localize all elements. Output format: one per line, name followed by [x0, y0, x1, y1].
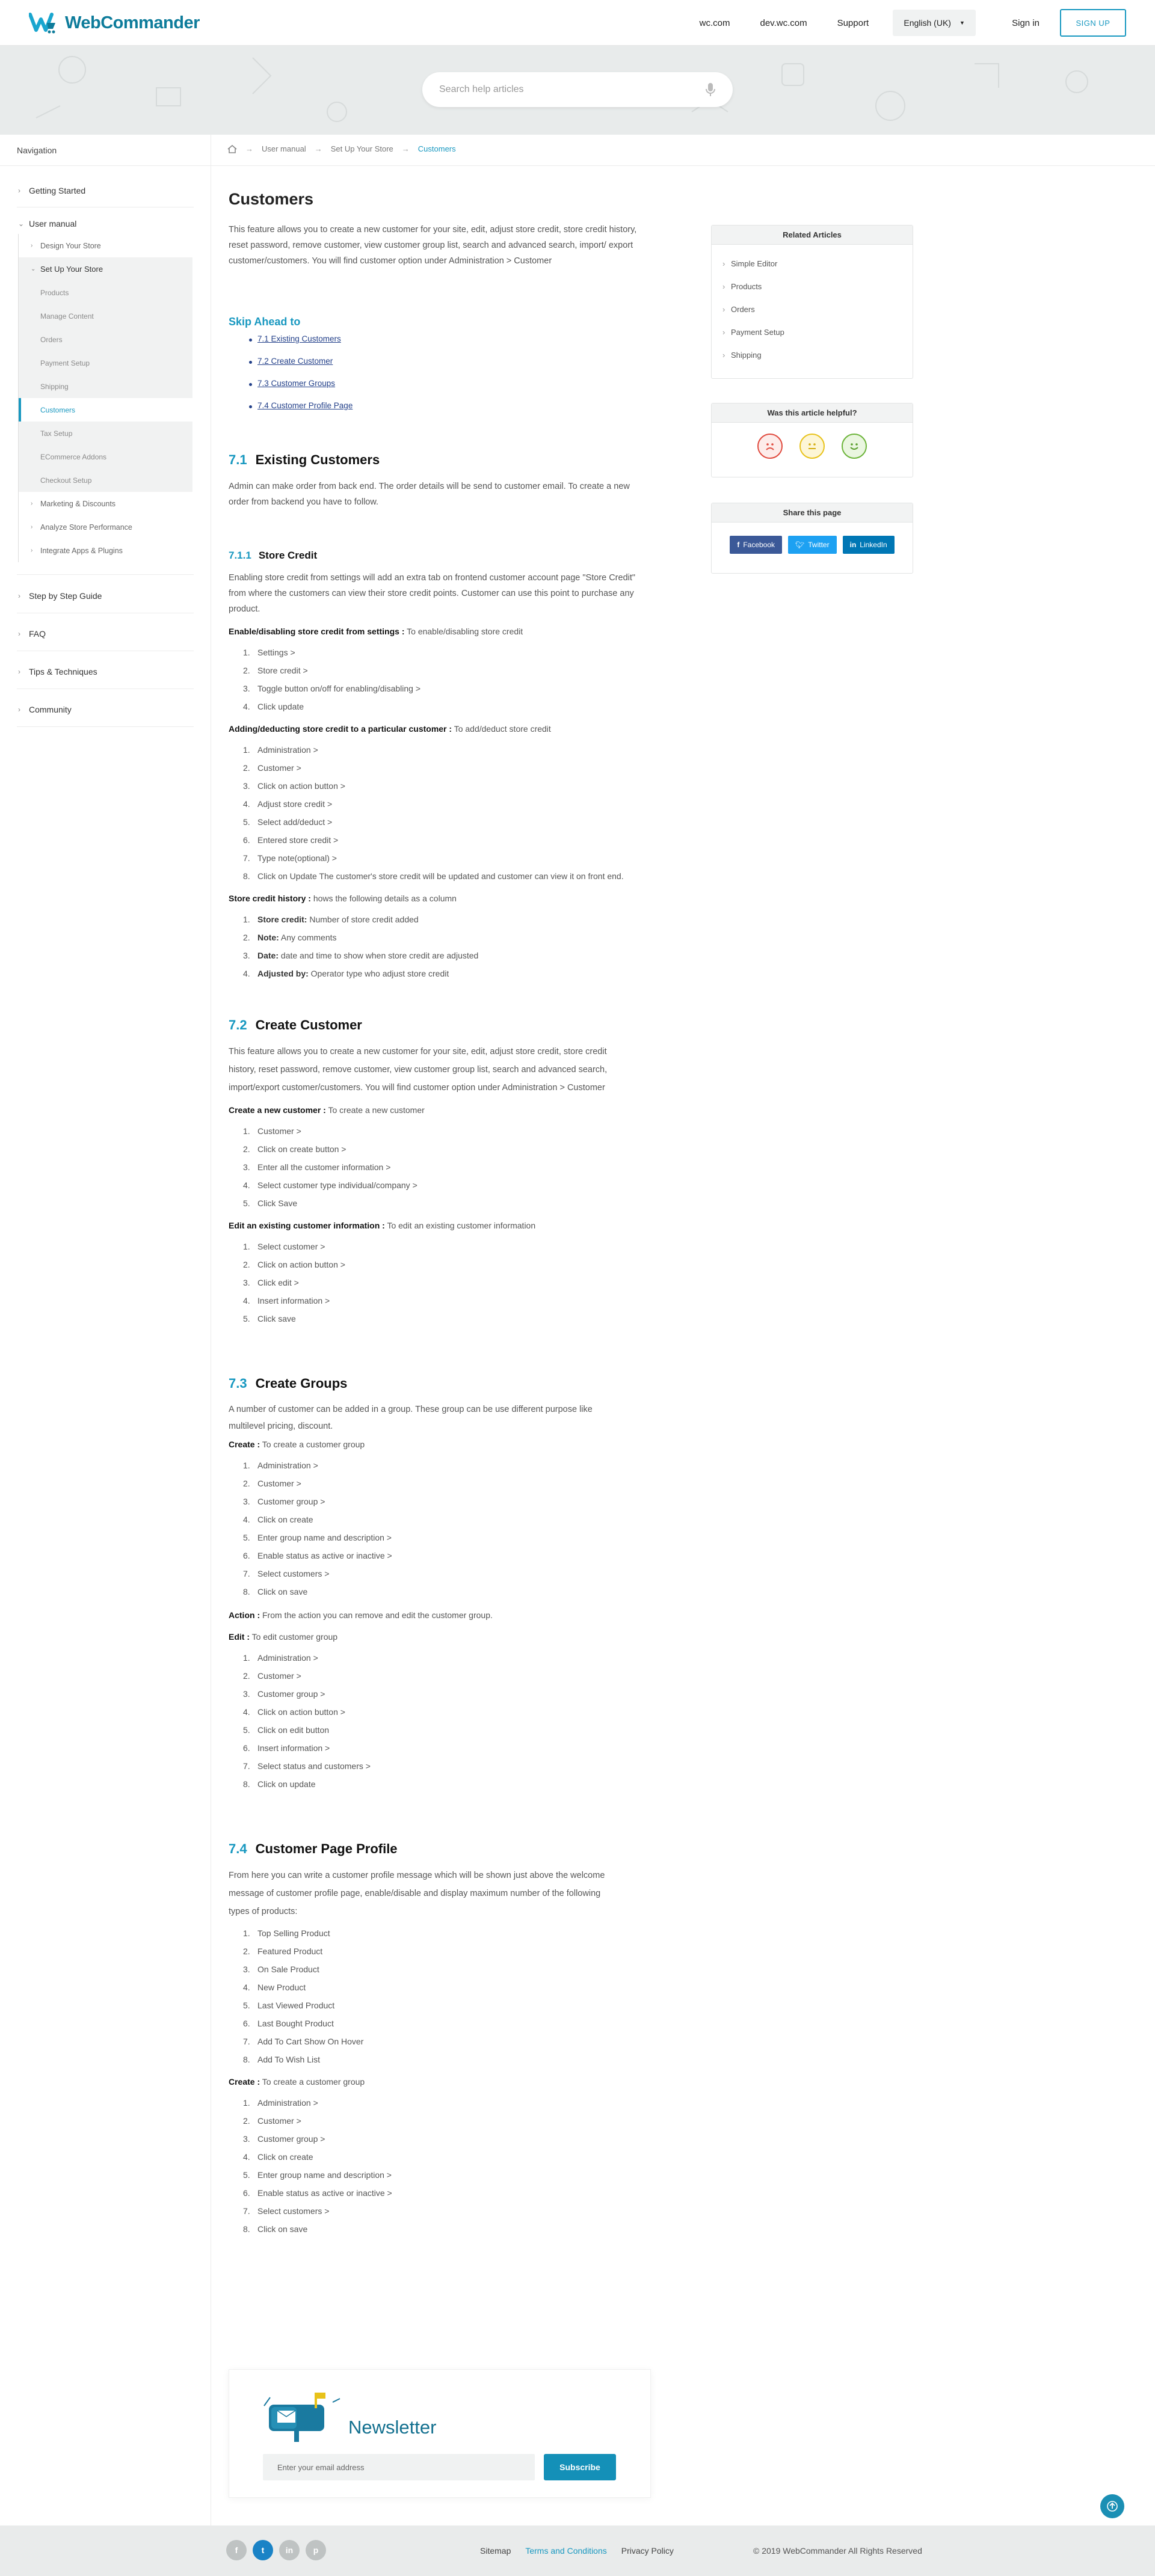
list-item: Adjust store credit >	[257, 799, 333, 809]
list-item	[243, 964, 650, 983]
copyright: © 2019 WebCommander All Rights Reserved	[753, 2546, 922, 2556]
create-profile-group-lead	[229, 2077, 650, 2087]
list-item: Administration >	[257, 1461, 318, 1470]
button-label: Facebook	[743, 541, 775, 549]
lead-desc: To add/deduct store credit	[454, 724, 551, 734]
list-item: Click on create	[257, 2152, 313, 2162]
footer-links	[480, 2546, 674, 2556]
chevron-right-icon: ›	[18, 186, 20, 195]
section-heading-7-1-1	[229, 550, 650, 562]
arrow-right-icon: →	[245, 144, 253, 153]
list-item: Top Selling Product	[257, 1928, 330, 1938]
chevron-right-icon: ›	[31, 524, 33, 530]
sidebar-item-manage-content[interactable]: Manage Content	[40, 311, 94, 320]
list-item: Insert information >	[257, 1296, 330, 1305]
section-title: Create Groups	[255, 1376, 348, 1391]
list-item: Click on update	[257, 1779, 316, 1789]
navigation-row	[0, 135, 1155, 166]
sidebar-item-label: Community	[29, 705, 72, 714]
list-item: Select add/deduct >	[257, 817, 333, 827]
list-item: Enter group name and description >	[257, 2170, 392, 2180]
sad-face-icon[interactable]	[757, 434, 783, 459]
item-key: Store credit:	[257, 915, 307, 924]
footer-link-privacy[interactable]: Privacy Policy	[621, 2546, 674, 2556]
edit-group-lead	[229, 1632, 650, 1642]
sidebar-item-label: User manual	[29, 219, 77, 228]
list-item: Featured Product	[257, 1946, 323, 1956]
logo-text: WebCommander	[65, 13, 200, 32]
section-number: 7.2	[229, 1017, 247, 1032]
sidebar-item-label: Tips & Techniques	[29, 667, 97, 676]
share-linkedin-button[interactable]	[843, 536, 895, 554]
button-label: LinkedIn	[860, 541, 887, 549]
chevron-right-icon: ›	[31, 242, 33, 249]
create-profile-group-steps	[243, 2094, 650, 2238]
footer-link-terms[interactable]: Terms and Conditions	[525, 2546, 607, 2556]
chevron-right-icon: ›	[31, 500, 33, 507]
sidebar-item-label: Step by Step Guide	[29, 591, 102, 601]
list-item	[243, 910, 650, 928]
list-item: Click on create button >	[257, 1144, 346, 1154]
related-articles-list	[712, 245, 913, 366]
list-item: On Sale Product	[257, 1964, 319, 1974]
list-item: Click on save	[257, 2224, 308, 2234]
item-value: Number of store credit added	[309, 915, 419, 924]
microphone-icon[interactable]	[705, 82, 716, 97]
list-item: Click update	[257, 702, 304, 711]
sidebar-item-orders[interactable]: Orders	[40, 335, 63, 344]
section-text: This feature allows you to create a new customer for your site, edit, adjust store credit, store credit history, reset password, remove customer, view customer group list, search and advanced search, import/export customer/customers. You will find customer option under Administration > Customer	[229, 1047, 608, 1093]
navigation-label: Navigation	[17, 146, 57, 155]
item-value: date and time to show when store credit are adjusted	[280, 951, 479, 960]
share-box	[711, 503, 913, 574]
enable-store-credit-steps	[243, 643, 650, 716]
sidebar-item-products[interactable]: Products	[40, 288, 69, 297]
nav-link-dev-wc[interactable]: dev.wc.com	[760, 17, 807, 28]
lead-label: Create a new customer :	[229, 1105, 326, 1115]
section-heading-7-3	[229, 1376, 650, 1391]
section-title: Customer Page Profile	[255, 1841, 398, 1856]
chevron-down-icon: ⌄	[18, 219, 25, 228]
sidebar-item-step-guide[interactable]	[0, 586, 211, 606]
arrow-up-icon	[1106, 2500, 1118, 2512]
action-lead	[229, 1610, 650, 1620]
create-customer-lead	[229, 1105, 650, 1115]
footer-social	[226, 2540, 326, 2560]
sidebar-item-community[interactable]	[0, 699, 211, 720]
facebook-icon: f	[737, 541, 740, 549]
sidebar-item-faq[interactable]	[0, 624, 211, 644]
skip-ahead	[229, 316, 650, 410]
user-manual-subnav	[18, 234, 192, 562]
newsletter-email-input[interactable]: Enter your email address	[263, 2454, 535, 2480]
sidebar-item-label: Getting Started	[29, 186, 86, 195]
lead-desc: From the action you can remove and edit the customer group.	[262, 1610, 493, 1620]
lead-desc: To edit customer group	[251, 1632, 338, 1642]
create-customer-steps	[243, 1122, 650, 1212]
edit-group-steps	[243, 1649, 650, 1793]
adjust-store-credit-steps	[243, 741, 650, 885]
list-item: Store credit >	[257, 666, 308, 675]
create-group-lead	[229, 1440, 650, 1449]
sidebar-item-label: Set Up Your Store	[40, 265, 103, 274]
list-item: Click on edit button	[257, 1725, 330, 1735]
feedback-title: Was this article helpful?	[712, 403, 913, 423]
section-heading-7-1	[229, 452, 650, 468]
share-facebook-button[interactable]	[730, 536, 782, 554]
lead-label: Action :	[229, 1610, 260, 1620]
home-icon[interactable]	[227, 145, 237, 153]
lead-desc: To create a new customer	[328, 1105, 425, 1115]
newsletter-title: Newsletter	[348, 2417, 437, 2438]
share-buttons	[712, 523, 913, 554]
edit-customer-steps	[243, 1237, 650, 1328]
related-link-orders[interactable]: › Orders	[712, 298, 913, 320]
lead-desc: To create a customer group	[262, 1440, 365, 1449]
sidebar-item-analyze[interactable]	[19, 515, 192, 539]
list-item: Administration >	[257, 2098, 318, 2108]
sidebar-item-user-manual[interactable]	[0, 213, 211, 234]
sidebar-item-ecommerce-addons[interactable]: ECommerce Addons	[40, 452, 107, 461]
sidebar-item-getting-started[interactable]	[0, 180, 211, 201]
webcommander-logo-icon	[29, 11, 60, 35]
top-nav	[670, 0, 1126, 46]
lead-label: Edit :	[229, 1632, 250, 1642]
sidebar-item-payment-setup[interactable]: Payment Setup	[40, 358, 90, 367]
item-key: Note:	[257, 933, 279, 942]
chevron-right-icon: ›	[18, 630, 20, 638]
adjust-store-credit-lead	[229, 724, 650, 734]
skip-link-existing-customers[interactable]: 7.1 Existing Customers	[257, 334, 650, 343]
section-number: 7.3	[229, 1376, 247, 1391]
sidebar-item-label: Integrate Apps & Plugins	[40, 546, 123, 555]
list-item: Click on create	[257, 1515, 313, 1524]
scroll-to-top-button[interactable]	[1100, 2494, 1124, 2518]
divider	[17, 574, 194, 575]
footer	[0, 2525, 1155, 2576]
happy-face-icon[interactable]	[842, 434, 867, 459]
item-value: Any comments	[280, 933, 337, 942]
list-item: Click edit >	[257, 1278, 299, 1287]
chevron-down-icon: ⌄	[31, 266, 36, 272]
neutral-face-icon[interactable]	[799, 434, 825, 459]
related-link-products[interactable]: › Products	[712, 275, 913, 298]
item-value: Operator type who adjust store credit	[310, 969, 449, 978]
list-item: Select status and customers >	[257, 1761, 371, 1771]
list-item: Click on action button >	[257, 1260, 345, 1269]
lead-label: Enable/disabling store credit from settings :	[229, 627, 405, 636]
section-text: From here you can write a customer profile message which will be shown just above the welcome message of customer profile page, enable/disable and display maximum number of the following types of products:	[229, 1871, 605, 1916]
sidebar-item-setup-store[interactable]	[19, 257, 192, 281]
lead-desc: To create a customer group	[262, 2077, 365, 2087]
list-item: Click save	[257, 1314, 296, 1323]
list-item: Administration >	[257, 1653, 318, 1663]
setup-store-group	[19, 257, 192, 492]
pinterest-icon[interactable]: p	[306, 2540, 326, 2560]
skip-ahead-list	[229, 334, 650, 410]
arrow-right-icon: →	[401, 144, 410, 153]
list-item: Last Viewed Product	[257, 2001, 335, 2010]
sidebar-item-marketing[interactable]	[19, 492, 192, 515]
store-credit-history-lead	[229, 894, 650, 903]
section-number: 7.1.1	[229, 550, 251, 561]
feedback-faces	[712, 423, 913, 459]
related-articles-title: Related Articles	[712, 225, 913, 245]
button-label: Twitter	[808, 541, 830, 549]
breadcrumb-current: Customers	[417, 144, 456, 153]
list-item: Enter all the customer information >	[257, 1162, 391, 1172]
sidebar-item-label: Marketing & Discounts	[40, 499, 116, 508]
skip-link-profile-page[interactable]: 7.4 Customer Profile Page	[257, 401, 650, 410]
related-link-shipping[interactable]: › Shipping	[712, 343, 913, 366]
lead-desc: hows the following details as a column	[313, 894, 457, 903]
list-item: Click on action button >	[257, 1707, 345, 1717]
section-heading-7-2	[229, 1017, 650, 1033]
divider	[17, 726, 194, 727]
subscribe-button[interactable]: Subscribe	[544, 2454, 616, 2480]
enable-store-credit-lead	[229, 627, 650, 636]
item-key: Adjusted by:	[257, 969, 309, 978]
store-credit-history-list	[243, 910, 650, 983]
sidebar-item-label: FAQ	[29, 629, 46, 639]
list-item: Administration >	[257, 745, 318, 755]
list-item: Select customer >	[257, 1242, 325, 1251]
list-item: Select customers >	[257, 2206, 330, 2216]
nav-link-support[interactable]: Support	[837, 17, 869, 28]
list-item: Toggle button on/off for enabling/disabling >	[257, 684, 421, 693]
list-item: Customer >	[257, 763, 301, 773]
section-title: Create Customer	[255, 1017, 362, 1032]
related-articles-box	[711, 225, 913, 379]
logo[interactable]	[29, 10, 200, 36]
list-item: Customer group >	[257, 1689, 325, 1699]
list-item	[243, 946, 650, 964]
list-item: New Product	[257, 1983, 306, 1992]
list-item: Enable status as active or inactive >	[257, 2188, 392, 2198]
lead-label: Create :	[229, 2077, 260, 2087]
list-item: Last Bought Product	[257, 2019, 334, 2028]
edit-customer-lead	[229, 1221, 650, 1230]
feedback-box	[711, 403, 913, 477]
nav-link-wc[interactable]: wc.com	[699, 17, 730, 28]
lead-desc: To enable/disabling store credit	[407, 627, 523, 636]
caret-down-icon: ▼	[959, 20, 965, 26]
list-item: Select customer type individual/company >	[257, 1180, 417, 1190]
article-intro: This feature allows you to create a new customer for your site, edit, adjust store credit, store credit history, reset password, remove customer, view customer group list, search and advanced search, import/ export customer/customers. You will find customer option under Administration > Customer	[229, 225, 637, 266]
lead-label: Create :	[229, 1440, 260, 1449]
sidebar-item-checkout-setup[interactable]: Checkout Setup	[40, 476, 92, 485]
sidebar-item-integrate[interactable]	[19, 539, 192, 562]
section-text: Admin can make order from back end. The order details will be send to customer email. To create a new order from backend you have to follow.	[229, 482, 630, 507]
divider	[17, 688, 194, 689]
search-input[interactable]: Search help articles	[439, 84, 524, 94]
list-item: Customer >	[257, 1479, 301, 1488]
search-hero	[0, 46, 1155, 135]
list-item: Add To Cart Show On Hover	[257, 2037, 364, 2046]
newsletter-card	[229, 2369, 651, 2498]
share-twitter-button[interactable]	[788, 536, 837, 554]
chevron-right-icon: ›	[18, 592, 20, 600]
section-text: Enabling store credit from settings will add an extra tab on frontend customer account page "Store Credit" from where the customers can view their store credit points. Customer can use this point to purchase any product.	[229, 573, 636, 614]
list-item: Click Save	[257, 1198, 298, 1208]
list-item: Customer group >	[257, 2134, 325, 2144]
section-title: Existing Customers	[255, 452, 380, 467]
article-content	[229, 190, 650, 2238]
section-heading-7-4	[229, 1841, 650, 1857]
list-item: Customer >	[257, 1126, 301, 1136]
skip-link-create-customer[interactable]: 7.2 Create Customer	[257, 357, 650, 366]
sidebar-item-tax-setup[interactable]: Tax Setup	[40, 429, 73, 438]
breadcrumb-user-manual[interactable]: User manual	[262, 144, 306, 153]
breadcrumb-setup-store[interactable]: Set Up Your Store	[330, 144, 393, 153]
sidebar-item-customers[interactable]: Customers	[19, 398, 192, 422]
list-item: Customer >	[257, 1671, 301, 1681]
sidebar-item-label: Analyze Store Performance	[40, 523, 132, 532]
list-item: Click on action button >	[257, 781, 345, 791]
list-item: Click on save	[257, 1587, 308, 1596]
mailbox-icon	[263, 2388, 347, 2442]
page-title: Customers	[229, 190, 314, 208]
signup-button[interactable]: SIGN UP	[1060, 9, 1126, 37]
linkedin-icon: in	[849, 541, 857, 549]
facebook-icon[interactable]: f	[226, 2540, 247, 2560]
breadcrumb	[227, 144, 456, 153]
language-select[interactable]	[893, 10, 976, 36]
footer-link-sitemap[interactable]: Sitemap	[480, 2546, 511, 2556]
section-number: 7.1	[229, 452, 247, 467]
lead-label: Store credit history :	[229, 894, 311, 903]
list-item: Enable status as active or inactive >	[257, 1551, 392, 1560]
list-item: Enter group name and description >	[257, 1533, 392, 1542]
chevron-right-icon: ›	[18, 705, 20, 714]
signin-link[interactable]: Sign in	[1012, 17, 1040, 28]
section-title: Store Credit	[258, 550, 318, 561]
chevron-right-icon: ›	[31, 547, 33, 554]
sidebar-item-design-store[interactable]	[19, 234, 192, 257]
related-link-payment-setup[interactable]: › Payment Setup	[712, 320, 913, 343]
share-title: Share this page	[712, 503, 913, 523]
language-value: English (UK)	[904, 18, 951, 28]
linkedin-icon[interactable]: in	[279, 2540, 300, 2560]
lead-label: Adding/deducting store credit to a particular customer :	[229, 724, 452, 734]
list-item: Add To Wish List	[257, 2055, 321, 2064]
top-header	[0, 0, 1155, 46]
list-item: Type note(optional) >	[257, 853, 337, 863]
twitter-icon: 🐦︎	[795, 541, 805, 549]
sidebar-item-label: Design Your Store	[40, 241, 101, 250]
skip-link-customer-groups[interactable]: 7.3 Customer Groups	[257, 379, 650, 388]
sidebar	[0, 166, 211, 727]
arrow-right-icon: →	[314, 144, 322, 153]
search-box[interactable]	[422, 72, 733, 107]
product-types-list	[243, 1924, 650, 2068]
chevron-right-icon: ›	[18, 667, 20, 676]
sidebar-item-shipping[interactable]: Shipping	[40, 382, 69, 391]
lead-desc: To edit an existing customer information	[387, 1221, 536, 1230]
item-key: Date:	[257, 951, 279, 960]
related-link-simple-editor[interactable]: › Simple Editor	[712, 252, 913, 275]
section-number: 7.4	[229, 1841, 247, 1856]
list-item: Entered store credit >	[257, 835, 339, 845]
list-item: Insert information >	[257, 1743, 330, 1753]
skip-ahead-title: Skip Ahead to	[229, 316, 301, 328]
sidebar-item-tips[interactable]	[0, 661, 211, 682]
list-item: Customer group >	[257, 1497, 325, 1506]
lead-label: Edit an existing customer information :	[229, 1221, 385, 1230]
list-item: Click on Update The customer's store credit will be updated and customer can view it on front end.	[257, 871, 624, 881]
list-item	[243, 928, 650, 946]
twitter-icon[interactable]: t	[253, 2540, 273, 2560]
section-text: A number of customer can be added in a group. These group can be use different purpose like multilevel pricing, discount.	[229, 1405, 593, 1431]
list-item: Select customers >	[257, 1569, 330, 1578]
create-group-steps	[243, 1456, 650, 1601]
list-item: Customer >	[257, 2116, 301, 2126]
list-item: Settings >	[257, 648, 295, 657]
